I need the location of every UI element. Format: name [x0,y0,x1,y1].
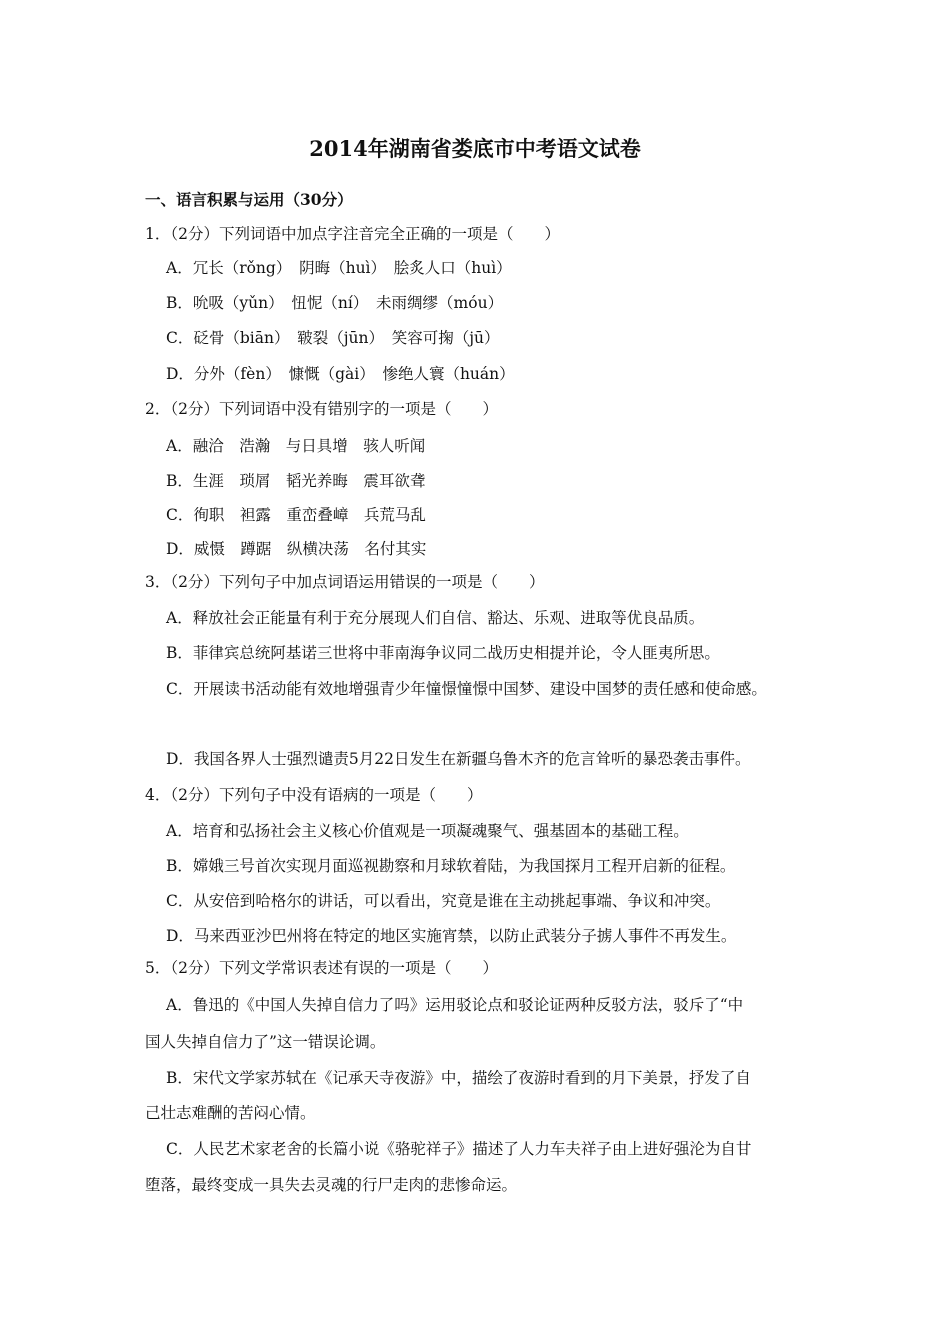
question-5-option-b-line2: 己壮志难酬的苦闷心情。 [145,1104,316,1122]
question-1-option-c: C．砭骨（biān） 皲裂（jūn） 笑容可掬（jū） [166,329,500,347]
question-3-option-d: D．我国各界人士强烈谴责5月22日发生在新疆乌鲁木齐的危言耸听的暴恐袭击事件。 [166,750,751,768]
question-5-option-c-line2: 堕落，最终变成一具失去灵魂的行尸走肉的悲惨命运。 [145,1176,518,1194]
question-2-option-c: C．徇职 袒露 重峦叠嶂 兵荒马乱 [166,506,426,524]
question-4-option-d: D．马来西亚沙巴州将在特定的地区实施宵禁，以防止武装分子掳人事件不再发生。 [166,927,737,945]
question-5-option-c-line1: C．人民艺术家老舍的长篇小说《骆驼祥子》描述了人力车夫祥子由上进好强沦为自甘 [166,1140,752,1158]
question-2-option-b: B．生涯 琐屑 韬光养晦 震耳欲聋 [166,472,426,490]
question-1-option-a: A．冗长（rǒng） 阴晦（huì） 脍炙人口（huì） [166,259,512,277]
question-5-option-a-line2: 国人失掉自信力了”这一错误论调。 [145,1033,386,1051]
question-2-option-a: A．融洽 浩瀚 与日具增 骇人听闻 [166,437,426,455]
section-heading: 一、语言积累与运用（30分） [145,190,353,209]
question-3-option-a: A．释放社会正能量有利于充分展现人们自信、豁达、乐观、进取等优良品质。 [166,609,705,627]
question-2-stem: 2．（2分）下列词语中没有错别字的一项是（ ） [145,400,498,418]
question-5-option-a-line1: A．鲁迅的《中国人失掉自信力了吗》运用驳论点和驳论证两种反驳方法，驳斥了“中 [166,996,744,1014]
page-title: 2014年湖南省娄底市中考语文试卷 [309,136,641,161]
question-5-stem: 5．（2分）下列文学常识表述有误的一项是（ ） [145,959,498,977]
question-3-stem: 3．（2分）下列句子中加点词语运用错误的一项是（ ） [145,573,545,591]
question-4-option-a: A．培育和弘扬社会主义核心价值观是一项凝魂聚气、强基固本的基础工程。 [166,822,689,840]
question-4-option-c: C．从安倍到哈格尔的讲话，可以看出，究竟是谁在主动挑起事端、争议和冲突。 [166,892,721,910]
question-2-option-d: D．威慑 蹲踞 纵横决荡 名付其实 [166,540,427,558]
question-1-option-b: B．吮吸（yǔn） 忸怩（ní） 未雨绸缪（móu） [166,294,504,312]
question-4-option-b: B．嫦娥三号首次实现月面巡视勘察和月球软着陆，为我国探月工程开启新的征程。 [166,857,736,875]
question-3-option-b: B．菲律宾总统阿基诺三世将中菲南海争议同二战历史相提并论，令人匪夷所思。 [166,644,720,662]
question-1-option-d: D．分外（fèn） 慷慨（gài） 惨绝人寰（huán） [166,365,515,383]
question-4-stem: 4．（2分）下列句子中没有语病的一项是（ ） [145,786,483,804]
question-1-stem: 1．（2分）下列词语中加点字注音完全正确的一项是（ ） [145,225,560,243]
question-5-option-b-line1: B．宋代文学家苏轼在《记承天寺夜游》中，描绘了夜游时看到的月下美景，抒发了自 [166,1069,751,1087]
question-3-option-c: C．开展读书活动能有效地增强青少年憧憬憧憬中国梦、建设中国梦的责任感和使命感。 [166,680,767,698]
